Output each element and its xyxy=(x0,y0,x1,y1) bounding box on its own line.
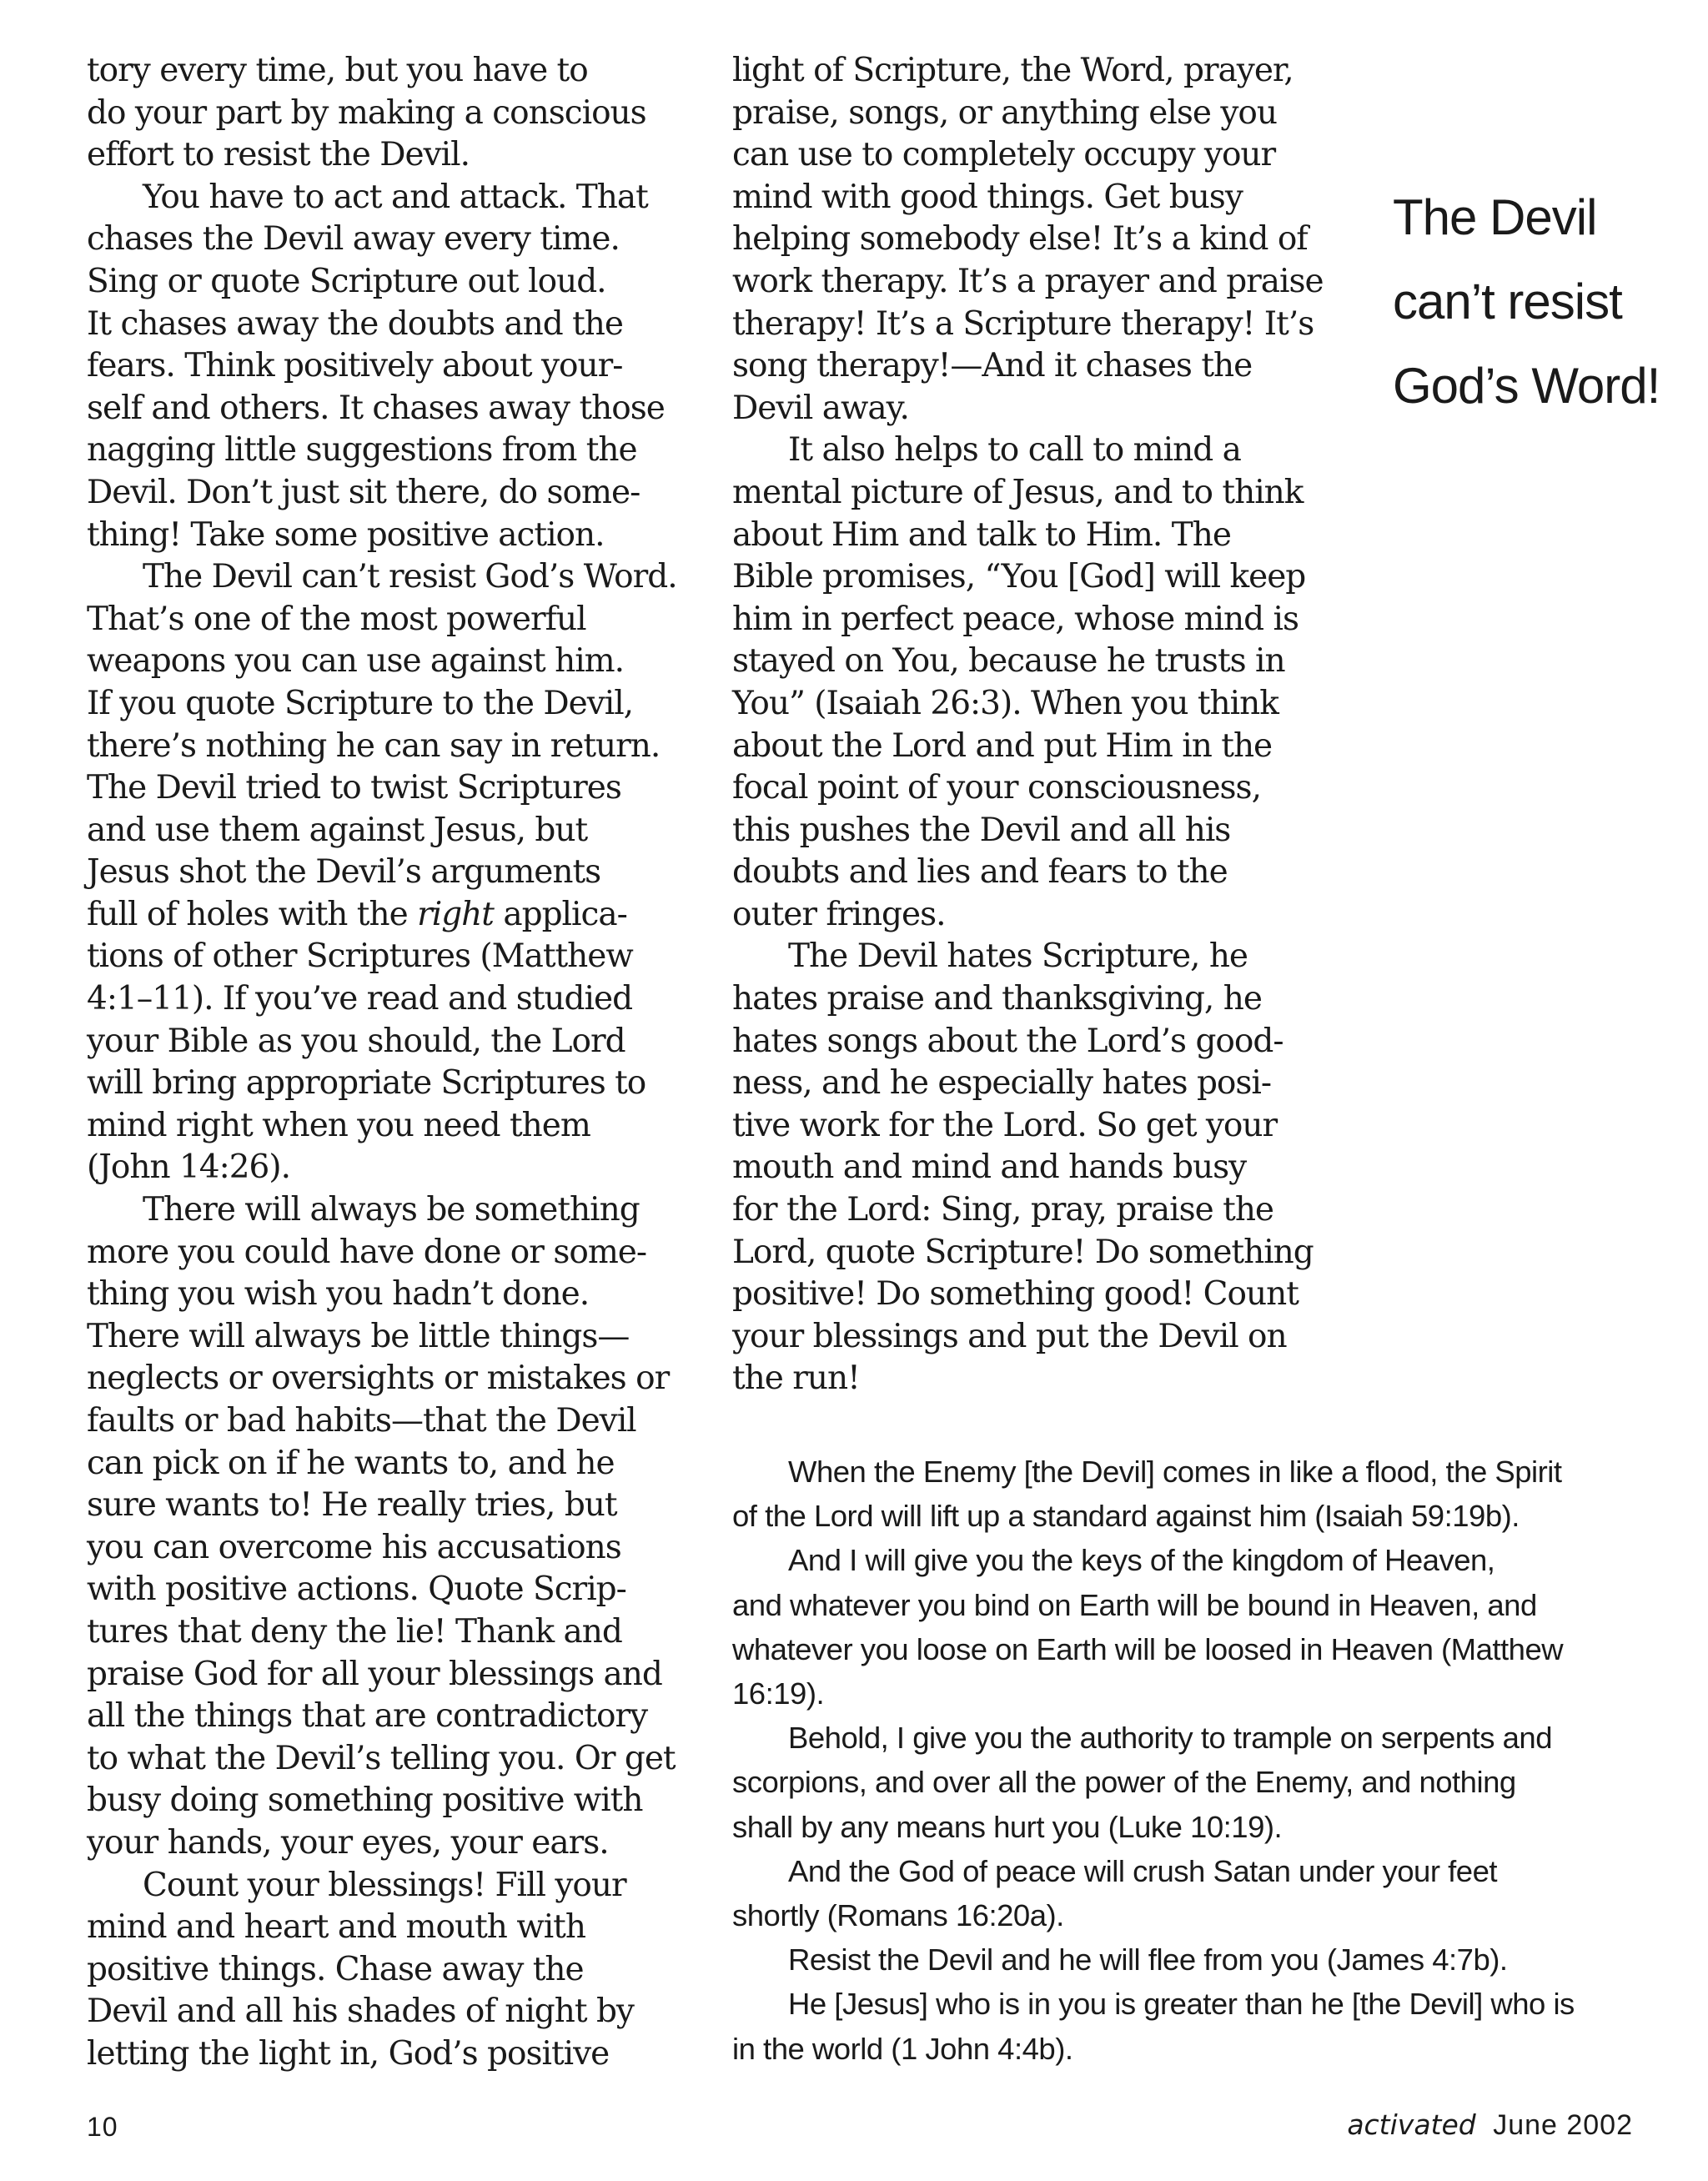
body-line: 4:1–11). If you’ve read and studied xyxy=(87,980,633,1018)
body-text-segment: full of holes with the xyxy=(87,895,418,933)
paragraph-start-line: There will always be something xyxy=(143,1191,640,1229)
verse-line: in the world (1 John 4:4b). xyxy=(732,2031,1073,2066)
verse-line: and whatever you bind on Earth will be bound in Heaven, and xyxy=(732,1587,1537,1622)
body-line: your hands, your eyes, your ears. xyxy=(87,1823,609,1862)
pull-quote-line: God’s Word! xyxy=(1393,358,1660,414)
verse-line: Behold, I give you the authority to trample on serpents and xyxy=(788,1721,1553,1756)
body-line: nagging little suggestions from the xyxy=(87,431,637,470)
body-line: light of Scripture, the Word, prayer, xyxy=(732,52,1294,89)
body-line: You” (Isaiah 26:3). When you think xyxy=(732,684,1278,722)
paragraph-start-line: The Devil hates Scripture, he xyxy=(788,937,1248,976)
body-line: tive work for the Lord. So get your xyxy=(732,1106,1278,1144)
body-line-with-emphasis xyxy=(87,894,675,937)
verse-line: of the Lord will lift up a standard against him (Isaiah 59:19b). xyxy=(732,1499,1520,1534)
body-line: fears. Think positively about your- xyxy=(87,347,623,385)
body-line: tions of other Scriptures (Matthew xyxy=(87,937,633,976)
body-line: The Devil tried to twist Scriptures xyxy=(87,769,621,807)
body-line: work therapy. It’s a prayer and praise xyxy=(732,262,1324,300)
body-line: can use to completely occupy your xyxy=(732,136,1276,174)
body-line: Lord, quote Scripture! Do something xyxy=(732,1233,1314,1271)
verse-line: And the God of peace will crush Satan under your feet xyxy=(788,1853,1498,1888)
verse-line: Resist the Devil and he will flee from you (James 4:7b). xyxy=(788,1942,1508,1977)
verse-line: whatever you loose on Earth will be loosed in Heaven (Matthew xyxy=(732,1631,1564,1666)
body-line: That’s one of the most powerful xyxy=(87,600,586,638)
paragraph-start-line: It also helps to call to mind a xyxy=(788,431,1241,470)
body-line: Devil away. xyxy=(732,389,909,427)
body-line: mind with good things. Get busy xyxy=(732,178,1243,216)
body-line: your Bible as you should, the Lord xyxy=(87,1022,625,1060)
verse-line: scorpions, and over all the power of the Enemy, and nothing xyxy=(732,1765,1516,1800)
body-line: There will always be little things— xyxy=(87,1317,630,1355)
body-line: him in perfect peace, whose mind is xyxy=(732,600,1299,638)
verse-line: When the Enemy [the Devil] comes in like a flood, the Spirit xyxy=(788,1455,1562,1489)
body-line: mouth and mind and hands busy xyxy=(732,1148,1247,1187)
issue-date: June 2002 xyxy=(1493,2109,1633,2141)
publication-footer xyxy=(1347,2108,1633,2142)
page-number: 10 xyxy=(87,2112,118,2142)
body-line: Devil. Don’t just sit there, do some- xyxy=(87,473,640,511)
body-line: praise God for all your blessings and xyxy=(87,1655,662,1693)
pull-quote-line: can’t resist xyxy=(1393,274,1622,329)
body-line: and use them against Jesus, but xyxy=(87,811,588,849)
body-line: for the Lord: Sing, pray, praise the xyxy=(732,1191,1274,1229)
left-column xyxy=(87,50,675,2076)
body-line: about Him and talk to Him. The xyxy=(732,515,1231,554)
body-line: this pushes the Devil and all his xyxy=(732,811,1231,849)
body-line: Jesus shot the Devil’s arguments xyxy=(87,853,601,892)
body-line: mind and heart and mouth with xyxy=(87,1908,585,1947)
body-line: doubts and lies and fears to the xyxy=(732,853,1228,892)
body-line: tory every time, but you have to xyxy=(87,52,588,89)
paragraph-start-line: The Devil can’t resist God’s Word. xyxy=(143,558,677,596)
body-line: hates songs about the Lord’s good- xyxy=(732,1022,1284,1060)
pull-quote-line: The Devil xyxy=(1393,189,1597,245)
middle-column xyxy=(732,50,1333,1400)
body-line: the run! xyxy=(732,1359,860,1398)
body-line: your blessings and put the Devil on xyxy=(732,1317,1287,1355)
body-line: thing! Take some positive action. xyxy=(87,515,605,554)
verse-line: shall by any means hurt you (Luke 10:19). xyxy=(732,1809,1283,1844)
body-line: Devil and all his shades of night by xyxy=(87,1993,634,2031)
paragraph-start-line: You have to act and attack. That xyxy=(143,178,648,216)
verse-line: shortly (Romans 16:20a). xyxy=(732,1898,1064,1933)
body-line: there’s nothing he can say in return. xyxy=(87,726,661,765)
body-line: If you quote Scripture to the Devil, xyxy=(87,684,634,722)
emphasis-word: right xyxy=(417,895,494,933)
body-line: positive things. Chase away the xyxy=(87,1950,584,1988)
body-line: can pick on if he wants to, and he xyxy=(87,1444,615,1482)
body-line: sure wants to! He really tries, but xyxy=(87,1486,617,1525)
body-line: focal point of your consciousness, xyxy=(732,769,1261,807)
body-line: with positive actions. Quote Scrip- xyxy=(87,1570,626,1609)
paragraph-start-line: Count your blessings! Fill your xyxy=(143,1866,626,1904)
body-text-segment: applica- xyxy=(493,895,627,933)
body-line: more you could have done or some- xyxy=(87,1233,647,1271)
body-line: outer fringes. xyxy=(732,895,946,933)
verse-line: 16:19). xyxy=(732,1676,825,1711)
body-line: tures that deny the lie! Thank and xyxy=(87,1612,622,1651)
body-line: mind right when you need them xyxy=(87,1106,590,1144)
body-line: all the things that are contradictory xyxy=(87,1697,648,1736)
body-line: do your part by making a conscious xyxy=(87,93,646,132)
body-line: busy doing something positive with xyxy=(87,1781,643,1820)
body-line: will bring appropriate Scriptures to xyxy=(87,1064,646,1103)
body-line: to what the Devil’s telling you. Or get xyxy=(87,1739,676,1777)
body-line: ness, and he especially hates posi- xyxy=(732,1064,1272,1103)
pull-quote xyxy=(1393,175,1693,428)
body-line: letting the light in, God’s positive xyxy=(87,2034,610,2073)
body-line: It chases away the doubts and the xyxy=(87,304,623,343)
body-line: weapons you can use against him. xyxy=(87,642,625,681)
body-line: chases the Devil away every time. xyxy=(87,220,620,259)
body-line: you can overcome his accusations xyxy=(87,1528,621,1566)
body-line: hates praise and thanksgiving, he xyxy=(732,980,1262,1018)
body-line: helping somebody else! It’s a kind of xyxy=(732,220,1308,259)
body-line: praise, songs, or anything else you xyxy=(732,93,1277,132)
body-line: effort to resist the Devil. xyxy=(87,136,470,174)
body-line: song therapy!—And it chases the xyxy=(732,347,1253,385)
body-line: self and others. It chases away those xyxy=(87,389,665,427)
body-line: Sing or quote Scripture out loud. xyxy=(87,262,606,300)
body-line: positive! Do something good! Count xyxy=(732,1275,1299,1314)
body-line: thing you wish you hadn’t done. xyxy=(87,1275,590,1314)
body-line: (John 14:26). xyxy=(87,1148,290,1187)
body-line: Bible promises, “You [God] will keep xyxy=(732,558,1306,596)
verse-line: He [Jesus] who is in you is greater than he [the Devil] who is xyxy=(788,1987,1575,2022)
body-line: stayed on You, because he trusts in xyxy=(732,642,1285,681)
body-line: neglects or oversights or mistakes or xyxy=(87,1359,670,1398)
verse-line: And I will give you the keys of the kingdom of Heaven, xyxy=(788,1543,1495,1578)
scripture-verses xyxy=(732,1450,1650,2071)
body-line: faults or bad habits—that the Devil xyxy=(87,1402,636,1440)
body-line: about the Lord and put Him in the xyxy=(732,726,1273,765)
publication-name: activated xyxy=(1347,2108,1476,2141)
body-line: mental picture of Jesus, and to think xyxy=(732,473,1304,511)
body-line: therapy! It’s a Scripture therapy! It’s xyxy=(732,304,1314,343)
